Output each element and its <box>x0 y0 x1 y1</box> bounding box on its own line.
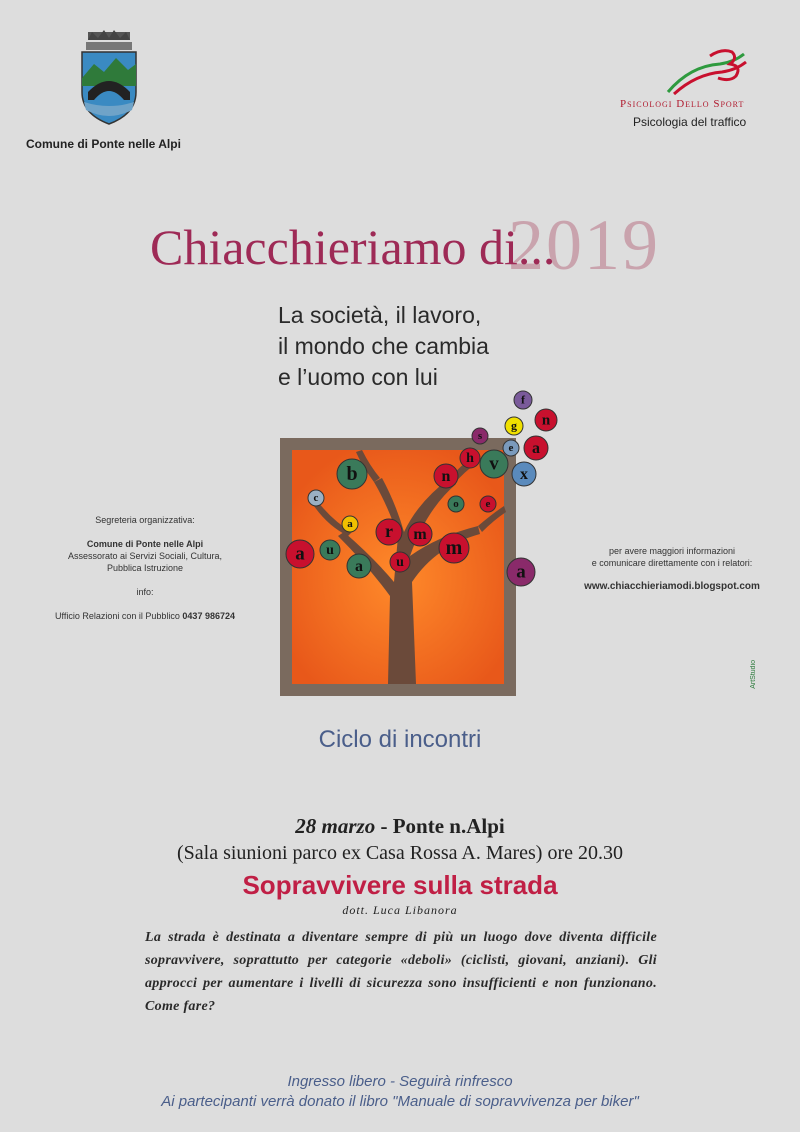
event-date-place <box>0 814 800 839</box>
letter-bubble-text: r <box>385 521 393 542</box>
contact-line: per avere maggiori informazioni <box>608 546 736 556</box>
event-place: Ponte n.Alpi <box>392 814 505 838</box>
event-date: 28 marzo <box>295 814 376 838</box>
subtitle-line: e l’uomo con lui <box>278 364 438 390</box>
organizer-name: Comune di Ponte nelle Alpi <box>86 539 204 549</box>
cycle-label: Ciclo di incontri <box>318 726 482 753</box>
organizer-info <box>30 514 260 622</box>
psicologi-sport-logo <box>660 46 750 98</box>
letter-bubble-text: n <box>441 467 451 485</box>
letter-bubble-text: o <box>453 498 459 511</box>
letter-bubble-text: a <box>355 557 363 575</box>
letter-bubble-text: a <box>347 518 353 531</box>
office-name: Ufficio Relazioni con il Pubblico <box>55 611 180 621</box>
tree-artwork <box>278 386 574 698</box>
event-title: Sopravvivere sulla strada <box>242 870 558 900</box>
letter-bubble-text: g <box>511 418 517 433</box>
letter-bubble-text: x <box>520 465 528 483</box>
year-label: 2019 <box>508 205 660 285</box>
organizer-line: Assessorato ai Servizi Sociali, Cultura, <box>67 551 223 561</box>
letter-bubble-text: m <box>413 525 427 543</box>
letter-bubble-text: e <box>508 442 514 455</box>
letter-bubble-text: f <box>521 392 525 407</box>
letter-bubble-text: a <box>295 543 305 565</box>
page-title: Chiacchieriamo di... <box>150 219 556 275</box>
artstudio-credit: ArtStudio <box>750 660 757 689</box>
letter-bubble-text: u <box>326 543 334 558</box>
psd-subtitle: Psicologia del traffico <box>633 115 747 129</box>
letter-bubble-text: e <box>485 498 491 511</box>
organizer-line: Pubblica Istruzione <box>106 563 184 573</box>
letter-bubble-text: m <box>445 537 463 559</box>
letter-bubble-text: v <box>489 453 499 475</box>
letter-bubble-text: a <box>532 439 540 457</box>
letter-bubble-text: a <box>516 561 526 583</box>
footer-entry: Ingresso libero - Seguirà rinfresco <box>287 1073 513 1090</box>
office-line <box>30 610 260 622</box>
letter-bubble-text: u <box>396 555 404 570</box>
comune-crest-logo <box>78 30 140 126</box>
letter-bubble-text: n <box>541 412 551 429</box>
letter-bubble-text: b <box>346 463 358 485</box>
organizer-label: Segreteria organizzativa: <box>95 515 195 525</box>
footer-gift: Ai partecipanti verrà donato il libro "Manuale di sopravvivenza per biker" <box>161 1093 639 1110</box>
letter-bubble-text: s <box>477 430 483 443</box>
letter-bubble-text: c <box>313 492 319 505</box>
subtitle-line: La società, il lavoro, <box>278 302 482 328</box>
subtitle <box>278 300 489 393</box>
event-separator: - <box>375 814 393 838</box>
blog-link[interactable]: www.chiacchieriamodi.blogspot.com <box>584 581 760 592</box>
psd-title: Psicologi Dello Sport <box>620 98 745 110</box>
subtitle-line: il mondo che cambia <box>278 333 489 359</box>
event-venue: (Sala siunioni parco ex Casa Rossa A. Mares) ore 20.30 <box>176 842 623 864</box>
comune-name: Comune di Ponte nelle Alpi <box>26 137 181 151</box>
info-label: info: <box>136 587 154 597</box>
contact-info <box>572 545 772 593</box>
letter-bubble-text: h <box>466 451 474 466</box>
contact-line: e comunicare direttamente con i relatori: <box>591 558 753 568</box>
office-phone: 0437 986724 <box>182 611 235 621</box>
event-description: La strada è destinata a diventare sempre di più un luogo dove diventa difficile sopravvivere, soprattutto per categorie «deboli» (ciclisti, giovani, anziani). Gli approcci per aumentare i livelli di sicurezza sono insufficienti e non funzionano. Come fare? <box>145 930 657 1014</box>
event-speaker: dott. Luca Libanora <box>342 903 458 917</box>
